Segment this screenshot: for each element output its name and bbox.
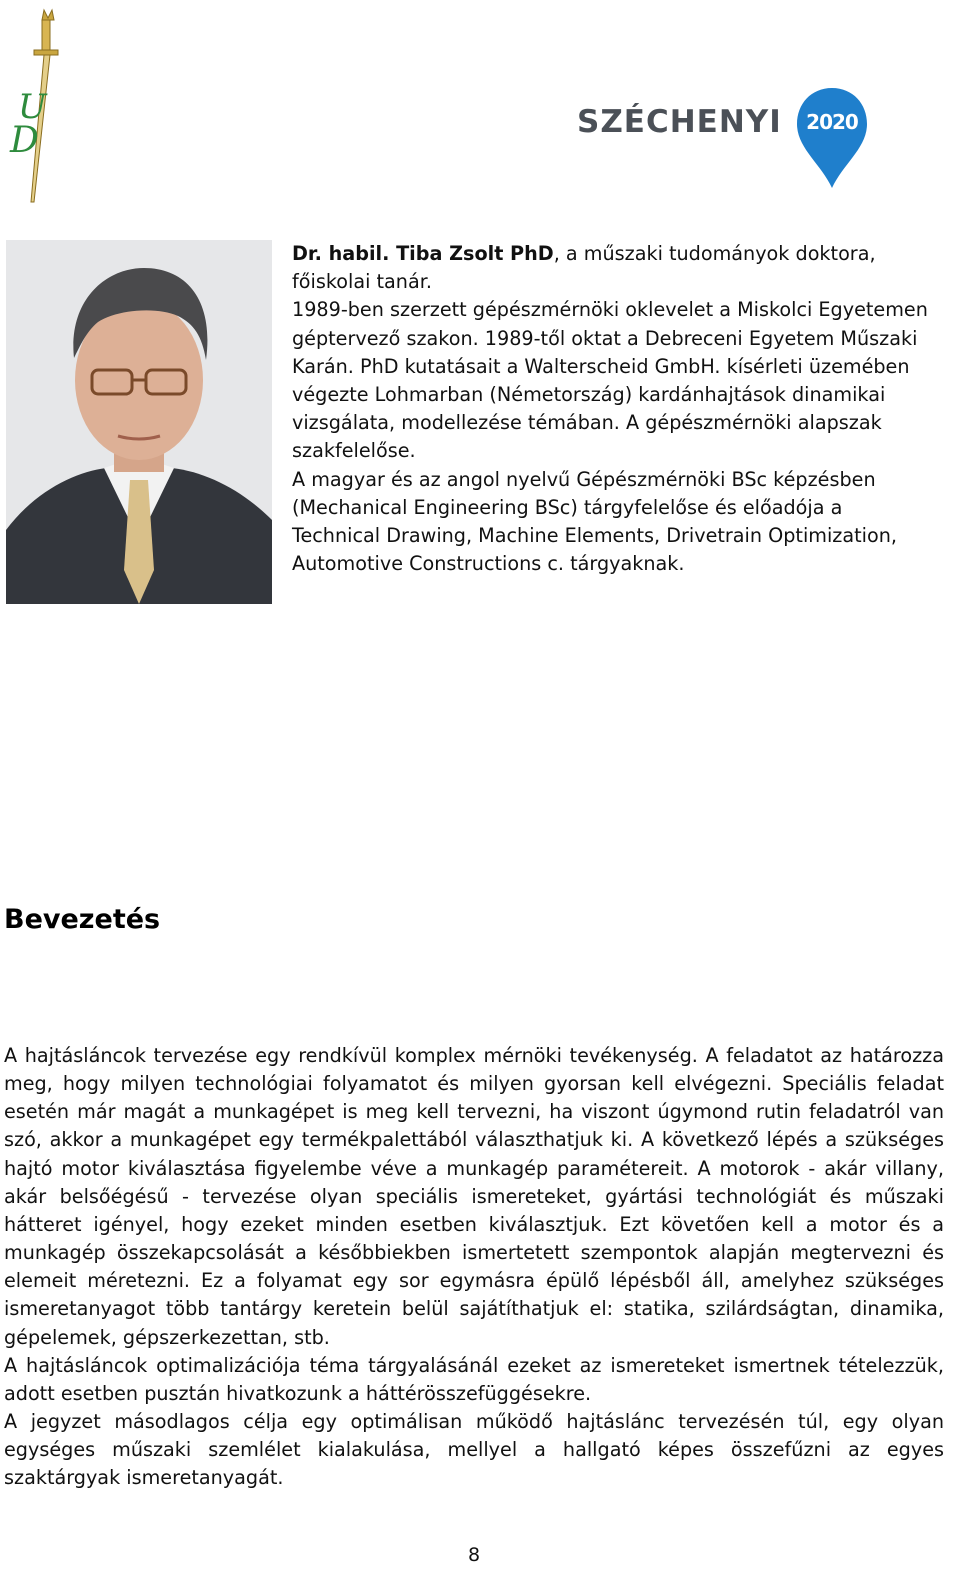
sword-emblem-icon	[4, 6, 70, 204]
map-pin-icon	[795, 86, 869, 190]
szechenyi-wordmark: SZÉCHENYI	[577, 104, 782, 140]
portrait-image	[6, 240, 272, 604]
author-portrait	[6, 240, 272, 604]
section-heading: Bevezetés	[4, 904, 161, 935]
author-title: , a műszaki tudományok doktora, főiskolai tanár.	[292, 242, 876, 294]
body-paragraph-3: A jegyzet másodlagos célja egy optimálisan működő hajtáslánc tervezésén túl, egy olyan egységes műszaki szemlélet kialakulása, mellyel a hallgató képes összefűzni az egyes szaktárgyak ismeretanyagát.	[4, 1410, 944, 1490]
body-paragraph-1: A hajtásláncok tervezése egy rendkívül komplex mérnöki tevékenység. A feladatot az határozza meg, hogy milyen technológiai folyamatot és milyen gyorsan kell elvégezni. Speciális feladat esetén már magát a munkagépet is meg kell tervezni, ha viszont úgymond rutin feladatról van szó, akkor a munkagépet egy termékpalettából választhatjuk ki. A következő lépés a szükséges hajtó motor kiválasztása figyelembe véve a munkagép paramétereit. A motorok - akár villany, akár belsőégésű - tervezése olyan speciális ismereteket, gyártási technológiát és műszaki hátteret igényel, hogy ezeket minden esetben kiválasztjuk. Ezt követően kell a motor és a munkagép összekapcsolását a későbbiekben ismertetett szempontok alapján megtervezni és elemeit méretezni. Ez a folyamat egy sor egymásra épülő lépésből áll, amelyhez szükséges ismeretanyagot több tantárgy keretein belül sajátíthatjuk el: statika, szilárdságtan, dinamika, gépelemek, gépszerkezettan, stb.	[4, 1044, 944, 1349]
szechenyi-year: 2020	[806, 110, 858, 134]
ud-letter-u: U	[18, 87, 47, 127]
section-body	[4, 1042, 944, 1493]
author-bio	[292, 240, 932, 578]
ud-letter-d: D	[10, 120, 39, 161]
bio-intro	[292, 240, 932, 296]
university-logo	[4, 6, 70, 204]
body-paragraph-2: A hajtásláncok optimalizációja téma tárgyalásánál ezeket az ismereteket ismertnek tételezzük, adott esetben pusztán hivatkozunk a háttérösszefüggésekre.	[4, 1353, 944, 1405]
szechenyi-2020-logo	[577, 82, 877, 192]
page-number: 8	[467, 1544, 481, 1566]
author-name: Dr. habil. Tiba Zsolt PhD	[292, 242, 554, 265]
bio-paragraph-2: A magyar és az angol nyelvű Gépészmérnöki BSc képzésben (Mechanical Engineering BSc) tárgyfelelőse és előadója a Technical Drawing, Machine Elements, Drivetrain Optimization, Automotive Constructions c. tárgyaknak.	[292, 467, 897, 576]
bio-paragraph-1: 1989-ben szerzett gépészmérnöki oklevelet a Miskolci Egyetemen géptervező szakon. 1989-től oktat a Debreceni Egyetem Műszaki Karán. PhD kutatásait a Walterscheid GmbH. kísérleti üzemében végezte Lohmarban (Németország) kardánhajtások dinamikai vizsgálata, modellezése témában. A gépészmérnöki alapszak szakfelelőse.	[292, 298, 928, 463]
